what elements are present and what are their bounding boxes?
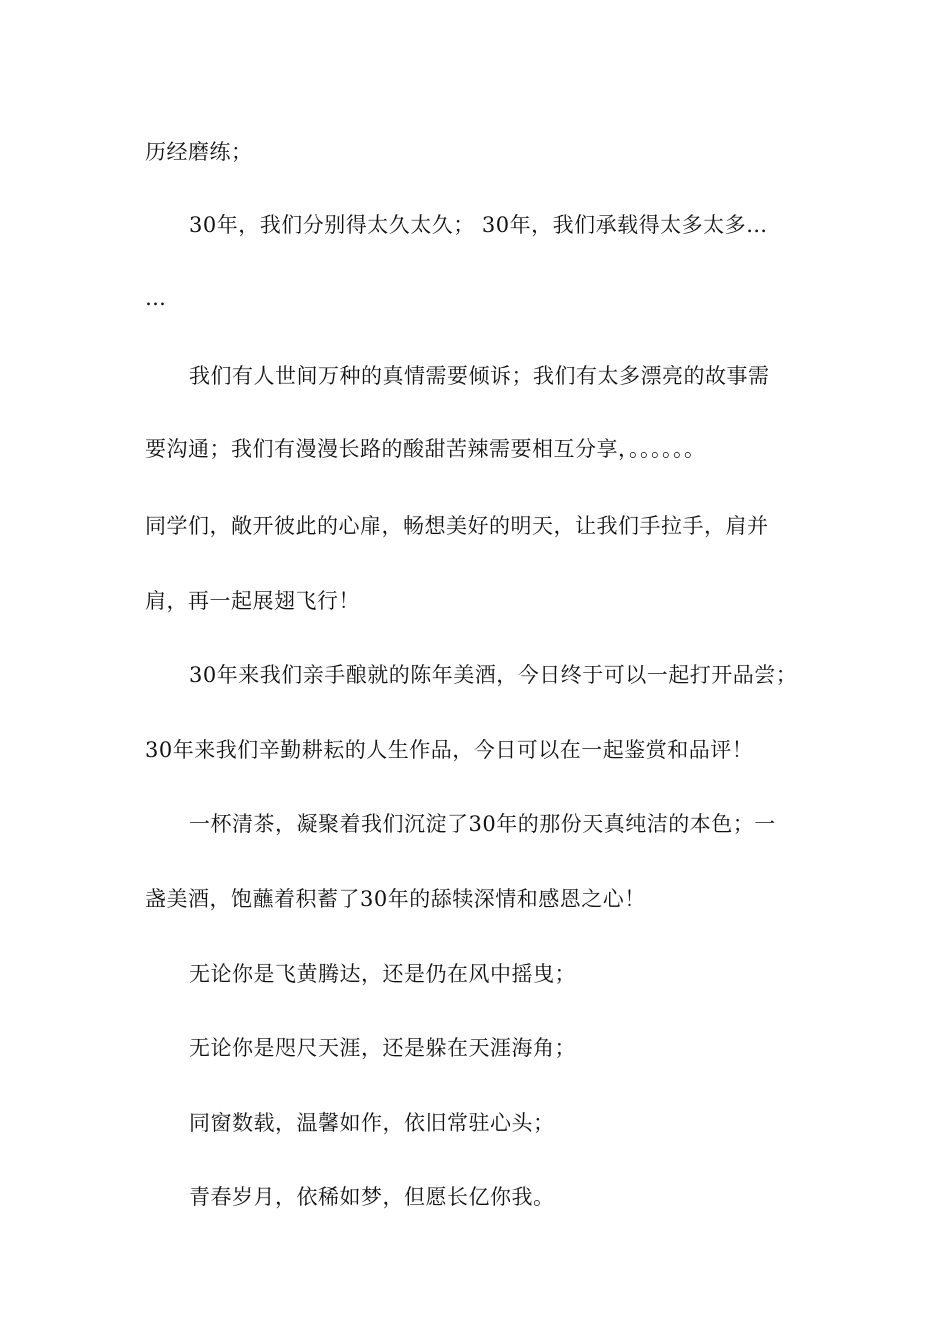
text-line-2: 30年，我们分别得太久太久； 30年，我们承载得太多太多… <box>189 213 768 237</box>
text-line-8: 30年来我们亲手酿就的陈年美酒，今日终于可以一起打开品尝； <box>189 663 798 687</box>
text-line-3: … <box>145 286 167 310</box>
text-line-10: 一杯清茶，凝聚着我们沉淀了30年的那份天真纯洁的本色；一 <box>189 812 776 836</box>
text-line-13: 无论你是咫尺天涯，还是躲在天涯海角； <box>189 1036 576 1060</box>
text-line-5: 要沟通；我们有漫漫长路的酸甜苦辣需要相互分享，。。。。。。 <box>145 437 706 461</box>
text-line-11: 盏美酒，饱蘸着积蓄了30年的舔犊深情和感恩之心！ <box>145 887 646 911</box>
text-line-7: 肩，再一起展翅飞行！ <box>145 589 360 613</box>
text-line-9: 30年来我们辛勤耕耘的人生作品，今日可以在一起鉴赏和品评！ <box>145 738 754 762</box>
text-line-6: 同学们，敞开彼此的心扉，畅想美好的明天，让我们手拉手，肩并 <box>145 514 769 538</box>
text-line-1: 历经磨练； <box>145 140 253 164</box>
text-line-4: 我们有人世间万种的真情需要倾诉；我们有太多漂亮的故事需 <box>189 364 770 388</box>
text-line-15: 青春岁月，依稀如梦，但愿长亿你我。 <box>189 1185 555 1209</box>
text-line-12: 无论你是飞黄腾达，还是仍在风中摇曳； <box>189 962 576 986</box>
text-line-14: 同窗数载，温馨如作，依旧常驻心头； <box>189 1111 555 1135</box>
